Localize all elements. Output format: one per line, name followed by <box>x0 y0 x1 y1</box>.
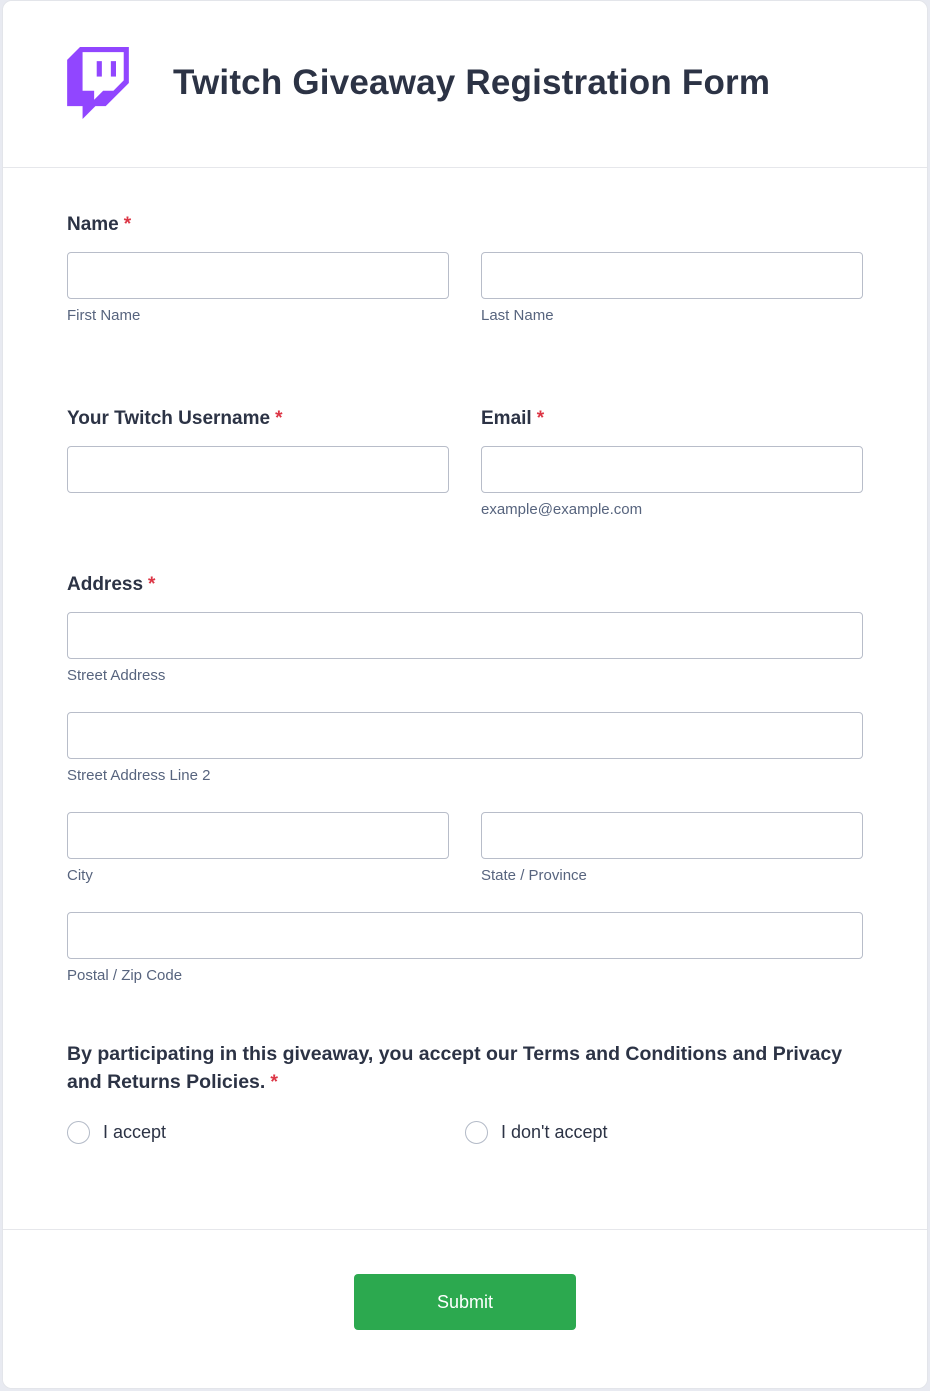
name-label-text: Name <box>67 214 119 235</box>
radio-circle-icon <box>67 1121 90 1144</box>
question-terms <box>67 1040 863 1144</box>
twitch-username-label <box>67 408 449 430</box>
email-sublabel: example@example.com <box>481 501 643 518</box>
street-address2-sublabel: Street Address Line 2 <box>67 767 211 784</box>
last-name-input[interactable] <box>481 252 863 299</box>
street-address2-input[interactable] <box>67 712 863 759</box>
terms-label <box>67 1040 863 1097</box>
email-input[interactable] <box>481 446 863 493</box>
twitch-logo-icon <box>67 47 129 119</box>
terms-options-row <box>67 1121 863 1144</box>
email-field <box>481 408 863 518</box>
form-body <box>3 168 927 1229</box>
city-sublabel: City <box>67 867 93 884</box>
form-header <box>3 1 927 168</box>
terms-label-text: By participating in this giveaway, you accept our Terms and Conditions and Privacy and Returns Policies. <box>67 1043 843 1094</box>
street-address-input[interactable] <box>67 612 863 659</box>
required-asterisk: * <box>270 1071 278 1094</box>
question-username-email <box>67 408 863 518</box>
city-state-row <box>67 812 863 884</box>
form-card <box>2 0 928 1389</box>
zip-sublabel: Postal / Zip Code <box>67 967 183 984</box>
radio-option-accept[interactable] <box>67 1121 465 1144</box>
name-fields-row <box>67 252 863 352</box>
street-address-field <box>67 612 863 684</box>
radio-circle-icon <box>465 1121 488 1144</box>
required-asterisk: * <box>536 408 545 429</box>
first-name-sublabel: First Name <box>67 307 141 324</box>
form-title: Twitch Giveaway Registration Form <box>173 63 771 102</box>
address-label-text: Address <box>67 574 144 595</box>
city-input[interactable] <box>67 812 449 859</box>
zip-input[interactable] <box>67 912 863 959</box>
twitch-username-input[interactable] <box>67 446 449 493</box>
address-label <box>67 574 863 596</box>
required-asterisk: * <box>123 214 132 235</box>
question-name <box>67 214 863 352</box>
twitch-username-field <box>67 408 449 518</box>
city-field <box>67 812 449 884</box>
last-name-field <box>481 252 863 352</box>
submit-button[interactable]: Submit <box>354 1274 576 1330</box>
required-asterisk: * <box>148 574 156 595</box>
last-name-sublabel: Last Name <box>481 307 554 324</box>
name-label <box>67 214 863 236</box>
radio-dont-accept-label: I don't accept <box>501 1121 608 1142</box>
radio-option-dont-accept[interactable] <box>465 1121 863 1144</box>
street-address-sublabel: Street Address <box>67 667 166 684</box>
first-name-input[interactable] <box>67 252 449 299</box>
form-footer <box>3 1229 927 1388</box>
state-field <box>481 812 863 884</box>
state-input[interactable] <box>481 812 863 859</box>
first-name-field <box>67 252 449 324</box>
zip-field <box>67 912 863 984</box>
question-address <box>67 574 863 984</box>
twitch-username-label-text: Your Twitch Username <box>67 408 271 429</box>
state-sublabel: State / Province <box>481 867 587 884</box>
username-email-row <box>67 408 863 518</box>
street-address2-field <box>67 712 863 784</box>
radio-accept-label: I accept <box>103 1121 167 1142</box>
required-asterisk: * <box>275 408 283 429</box>
email-label <box>481 408 863 430</box>
email-label-text: Email <box>481 408 532 429</box>
